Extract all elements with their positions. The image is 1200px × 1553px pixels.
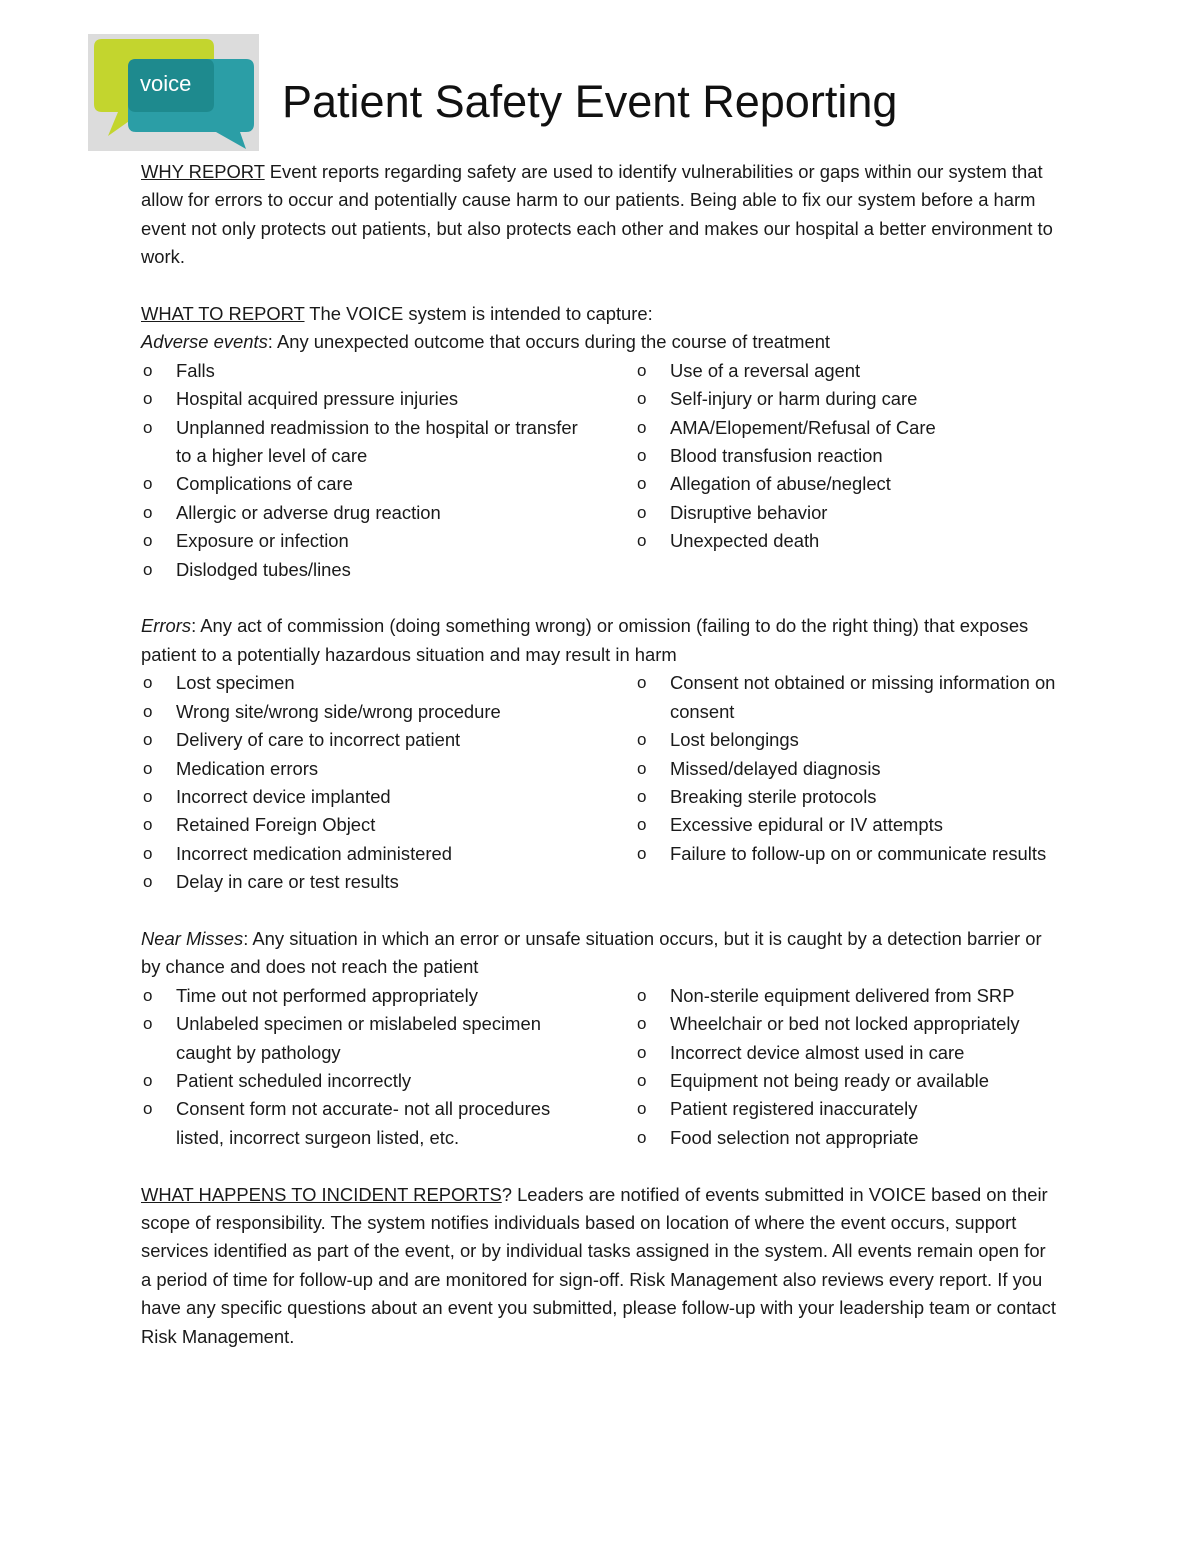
list-item: o Allergic or adverse drug reaction xyxy=(141,499,635,527)
list-item: o Blood transfusion reaction xyxy=(635,442,1061,470)
what-happens-qmark: ? xyxy=(501,1183,512,1205)
near-misses-label: Near Misses xyxy=(141,927,244,949)
list-item: o Unplanned readmission to the hospital or transfer to a higher level of care xyxy=(141,414,635,471)
list-item: o Retained Foreign Object xyxy=(141,811,635,839)
list-item: o Self-injury or harm during care xyxy=(635,385,1061,413)
list-item: o Exposure or infection xyxy=(141,527,635,555)
document-body xyxy=(141,158,1061,1351)
why-report-text: Event reports regarding safety are used to identify vulnerabilities or gaps within our system that allow for errors to occur and potentially cause harm to our patients. Being able to fix our system before a harm event not only protects out patients, but also protects each other and makes our hospital a better environment to work. xyxy=(141,161,1053,268)
list-item: o Excessive epidural or IV attempts xyxy=(635,811,1061,839)
list-item: o Allegation of abuse/neglect xyxy=(635,470,1061,498)
list-item: o Disruptive behavior xyxy=(635,499,1061,527)
list-item: o Incorrect device almost used in care xyxy=(635,1039,1061,1067)
list-item: o Wheelchair or bed not locked appropriately xyxy=(635,1010,1061,1038)
list-item: o Use of a reversal agent xyxy=(635,357,1061,385)
near-misses-desc: : Any situation in which an error or unsafe situation occurs, but it is caught by a detection barrier or by chance and does not reach the patient xyxy=(141,927,1042,978)
errors-columns xyxy=(141,669,1061,896)
list-item: o Unlabeled specimen or mislabeled specimen caught by pathology xyxy=(141,1010,635,1067)
list-item: o Food selection not appropriate xyxy=(635,1124,1061,1152)
list-item: o Unexpected death xyxy=(635,527,1061,555)
errors-intro xyxy=(141,612,1061,669)
adverse-events-intro xyxy=(141,328,1061,356)
list-item: o Medication errors xyxy=(141,755,635,783)
adverse-events-columns xyxy=(141,357,1061,584)
why-report-heading: WHY REPORT xyxy=(141,161,265,182)
list-item: o Incorrect medication administered xyxy=(141,840,635,868)
near-misses-columns xyxy=(141,982,1061,1152)
why-report-paragraph xyxy=(141,158,1061,272)
what-happens-text: Leaders are notified of events submitted in VOICE based on their scope of responsibility. The system notifies individuals based on location of where the event occurs, support services identified as part of the event, or by individual tasks assigned in the system. All events remain open for a period of time for follow-up and are monitored for sign-off. Risk Management also reviews every report. If you have any specific questions about an event you submitted, please follow-up with your leadership team or contact Risk Management. xyxy=(141,1183,1056,1347)
list-item: o Failure to follow-up on or communicate results xyxy=(635,840,1061,868)
list-item: o Delivery of care to incorrect patient xyxy=(141,726,635,754)
errors-left-list xyxy=(141,669,635,896)
adverse-events-right-list xyxy=(635,357,1061,584)
logo-text: voice xyxy=(140,71,192,96)
list-item: o Breaking sterile protocols xyxy=(635,783,1061,811)
adverse-events-label: Adverse events xyxy=(141,331,268,353)
what-happens-heading: WHAT HAPPENS TO INCIDENT REPORTS xyxy=(141,1183,502,1205)
list-item: o Consent form not accurate- not all procedures listed, incorrect surgeon listed, etc. xyxy=(141,1095,635,1152)
list-item: o Delay in care or test results xyxy=(141,868,635,896)
list-item: o Incorrect device implanted xyxy=(141,783,635,811)
list-item: o Equipment not being ready or available xyxy=(635,1067,1061,1095)
list-item: o Patient registered inaccurately xyxy=(635,1095,1061,1123)
list-item: o Patient scheduled incorrectly xyxy=(141,1067,635,1095)
adverse-events-desc: : Any unexpected outcome that occurs during the course of treatment xyxy=(267,331,831,353)
list-item: o Missed/delayed diagnosis xyxy=(635,755,1061,783)
list-item: o Time out not performed appropriately xyxy=(141,982,635,1010)
near-misses-intro xyxy=(141,925,1061,982)
near-misses-right-list xyxy=(635,982,1061,1152)
errors-desc: : Any act of commission (doing something wrong) or omission (failing to do the right thing) that exposes patient to a potentially hazardous situation and may result in harm xyxy=(141,615,1029,665)
list-item: o Hospital acquired pressure injuries xyxy=(141,385,635,413)
voice-logo xyxy=(88,34,259,151)
list-item: o Complications of care xyxy=(141,470,635,498)
errors-right-list xyxy=(635,669,1061,896)
list-item: o Dislodged tubes/lines xyxy=(141,556,635,584)
list-item: o Lost specimen xyxy=(141,669,635,697)
what-to-report-intro: The VOICE system is intended to capture: xyxy=(304,303,653,325)
adverse-events-left-list xyxy=(141,357,635,584)
near-misses-left-list xyxy=(141,982,635,1152)
list-item: o Lost belongings xyxy=(635,726,1061,754)
list-item: o Non-sterile equipment delivered from SRP xyxy=(635,982,1061,1010)
list-item: o Consent not obtained or missing information on consent xyxy=(635,669,1061,726)
list-item: o Falls xyxy=(141,357,635,385)
what-to-report-line xyxy=(141,300,1061,328)
errors-label: Errors xyxy=(141,615,192,637)
speech-bubbles-icon xyxy=(88,34,259,151)
list-item: o AMA/Elopement/Refusal of Care xyxy=(635,414,1061,442)
what-happens-paragraph xyxy=(141,1181,1061,1351)
what-to-report-heading: WHAT TO REPORT xyxy=(141,303,305,325)
page-title: Patient Safety Event Reporting xyxy=(282,76,898,127)
list-item: o Wrong site/wrong side/wrong procedure xyxy=(141,698,635,726)
